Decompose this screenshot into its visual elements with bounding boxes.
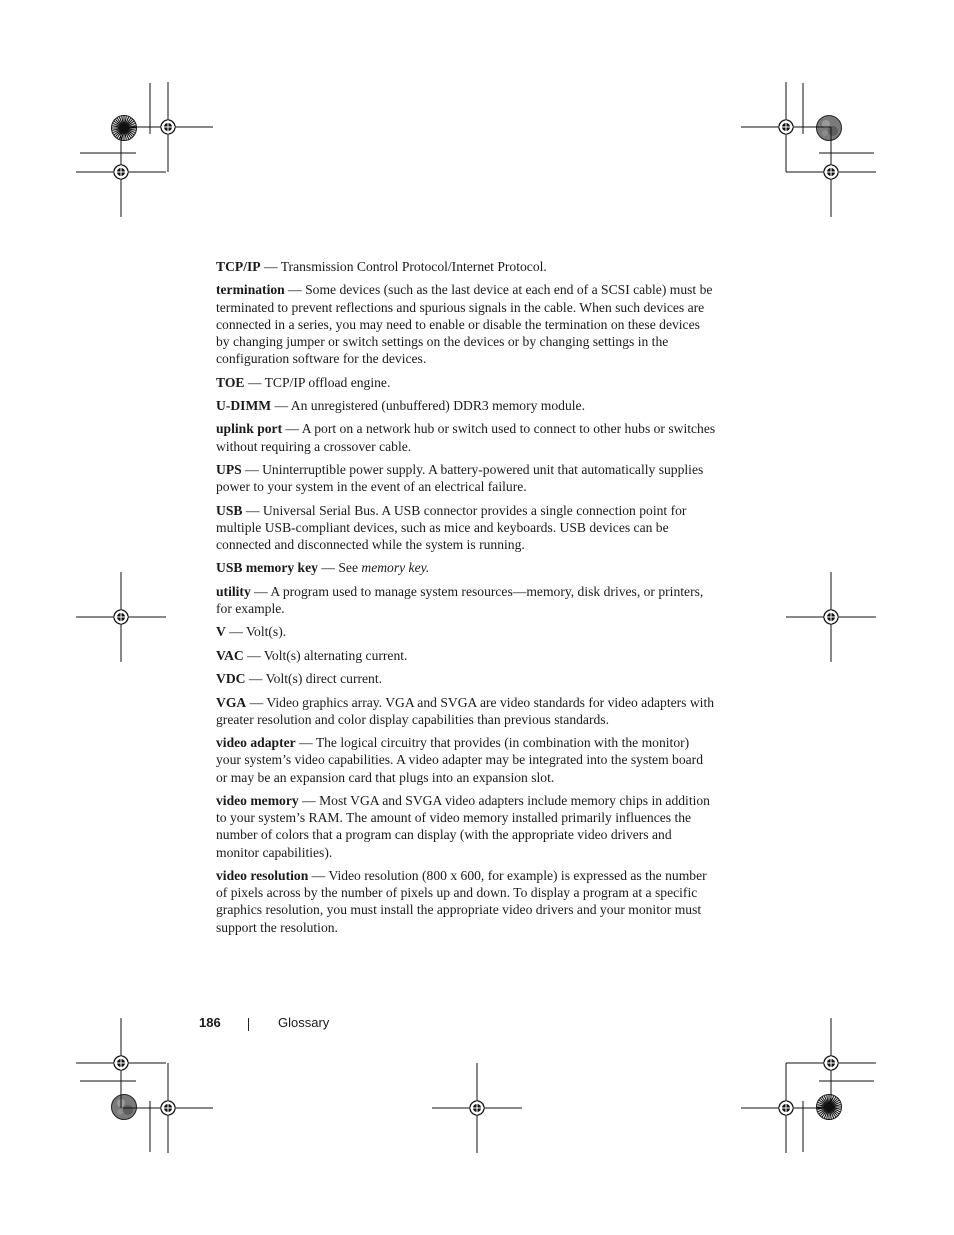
term-separator: — bbox=[282, 421, 302, 437]
glossary-term: U-DIMM bbox=[216, 397, 272, 413]
glossary-entry bbox=[216, 281, 716, 367]
term-separator: — bbox=[242, 502, 263, 518]
glossary-term: TOE bbox=[216, 374, 245, 390]
registration-gray-top-right bbox=[817, 116, 842, 141]
registration-crosshair-bottom-left-1 bbox=[76, 1018, 166, 1108]
registration-crosshair-bottom-center bbox=[432, 1063, 522, 1153]
registration-star-bottom-right bbox=[817, 1095, 842, 1120]
glossary-entry bbox=[216, 258, 716, 275]
trim-line-bottom-right bbox=[803, 1081, 874, 1152]
glossary-definition: A program used to manage system resources—memory, disk drives, or printers, for example. bbox=[216, 583, 704, 616]
registration-crosshair-top-left-1 bbox=[123, 82, 213, 172]
trim-line-top-right bbox=[803, 83, 874, 153]
glossary-term: VGA bbox=[216, 694, 247, 710]
glossary-definition: An unregistered (unbuffered) DDR3 memory module. bbox=[290, 397, 585, 413]
term-separator: — bbox=[250, 583, 271, 599]
page-number: 186 bbox=[199, 1015, 221, 1030]
glossary-definition: Some devices (such as the last device at each end of a SCSI cable) must be terminated to prevent reflections and spurious signals in the cable. When such devices are connected in a series, you may need to enable or disable the termination on these devices by changing jumper or switch settings on the devices or by changing settings in the configuration software for the devices. bbox=[216, 282, 713, 367]
cross-reference-link[interactable]: memory key. bbox=[361, 560, 430, 576]
term-separator: — bbox=[243, 647, 264, 663]
glossary-entry bbox=[216, 420, 716, 454]
registration-crosshair-bottom-left-2 bbox=[123, 1063, 213, 1153]
glossary-definition: Transmission Control Protocol/Internet Protocol. bbox=[280, 259, 547, 274]
glossary-term: utility bbox=[216, 583, 251, 599]
glossary-entry bbox=[216, 670, 716, 687]
term-separator: — bbox=[245, 671, 266, 687]
term-separator: — bbox=[246, 694, 267, 710]
term-separator: — bbox=[244, 374, 265, 390]
glossary-definition: TCP/IP offload engine. bbox=[264, 374, 391, 390]
glossary-definition: The logical circuitry that provides (in combination with the monitor) your system’s video capabilities. A video adapter may be integrated into the system board or may be an expansion card that plugs into an expansion slot. bbox=[216, 735, 703, 785]
glossary-entry bbox=[216, 397, 716, 414]
glossary-term: VDC bbox=[216, 671, 246, 687]
glossary-definition: See bbox=[338, 560, 362, 576]
term-separator: — bbox=[260, 259, 281, 274]
glossary-entry bbox=[216, 461, 716, 495]
glossary-entry bbox=[216, 374, 716, 391]
glossary-definition: Video graphics array. VGA and SVGA are video standards for video adapters with greater resolution and color display capabilities than previous standards. bbox=[216, 694, 715, 727]
registration-crosshair-top-left-2 bbox=[76, 127, 166, 217]
term-separator: — bbox=[241, 461, 263, 477]
glossary-term: video resolution bbox=[216, 867, 309, 883]
trim-line-top-left bbox=[80, 83, 150, 153]
registration-star-top-left bbox=[112, 116, 137, 141]
glossary-term: TCP/IP bbox=[216, 259, 261, 274]
glossary-definition: A port on a network hub or switch used to connect to other hubs or switches without requiring a crossover cable. bbox=[216, 421, 716, 454]
registration-crosshair-top-right-2 bbox=[786, 127, 876, 217]
glossary-entry bbox=[216, 734, 716, 786]
glossary-entry bbox=[216, 647, 716, 664]
trim-line-bottom-left bbox=[80, 1081, 150, 1152]
glossary-term: USB memory key bbox=[216, 560, 318, 576]
glossary-term: UPS bbox=[216, 461, 242, 477]
glossary-definition: Volt(s) direct current. bbox=[265, 671, 382, 687]
glossary-definition: Video resolution (800 x 600, for example) is expressed as the number of pixels across by the number of pixels up and down. To display a program at a specific graphics resolution, you must install the appropriate video drivers and your monitor must support the resolution. bbox=[216, 867, 707, 935]
glossary-term: termination bbox=[216, 282, 285, 298]
glossary-definition: Most VGA and SVGA video adapters include memory chips in addition to your system’s RAM. The amount of video memory installed primarily influences the number of colors that a program can display (with the appropriate video drivers and monitor capabilities). bbox=[216, 792, 710, 860]
registration-crosshair-bottom-right-2 bbox=[741, 1063, 831, 1153]
glossary-term: video memory bbox=[216, 792, 299, 808]
footer-divider bbox=[248, 1018, 249, 1031]
section-title: Glossary bbox=[278, 1015, 330, 1030]
glossary-entry bbox=[216, 694, 716, 728]
registration-crosshair-top-right-1 bbox=[741, 82, 831, 172]
term-separator: — bbox=[308, 867, 329, 883]
term-separator: — bbox=[284, 282, 306, 298]
registration-crosshair-bottom-right-1 bbox=[786, 1018, 876, 1108]
term-separator: — bbox=[317, 560, 339, 576]
glossary-definition: Volt(s). bbox=[245, 624, 287, 640]
glossary-entry bbox=[216, 559, 716, 576]
glossary-term: uplink port bbox=[216, 421, 283, 437]
glossary-entry bbox=[216, 792, 716, 861]
glossary-term: V bbox=[216, 624, 226, 640]
glossary-entries bbox=[216, 258, 716, 942]
glossary-entry bbox=[216, 502, 716, 554]
glossary-definition: Uninterruptible power supply. A battery-powered unit that automatically supplies power to your system in the event of an electrical failure. bbox=[216, 461, 704, 495]
glossary-term: video adapter bbox=[216, 735, 296, 751]
glossary-definition: Volt(s) alternating current. bbox=[263, 647, 408, 663]
registration-crosshair-middle-right bbox=[786, 572, 876, 662]
glossary-entry bbox=[216, 623, 716, 640]
term-separator: — bbox=[271, 397, 291, 413]
term-separator: — bbox=[225, 624, 246, 640]
glossary-term: VAC bbox=[216, 647, 244, 663]
registration-gray-bottom-left bbox=[112, 1095, 137, 1120]
term-separator: — bbox=[298, 792, 320, 808]
registration-crosshair-middle-left bbox=[76, 572, 166, 662]
glossary-entry bbox=[216, 583, 716, 617]
glossary-definition: Universal Serial Bus. A USB connector provides a single connection point for multiple USB-compliant devices, such as mice and keyboards. USB devices can be connected and disconnected while the system is running. bbox=[216, 502, 687, 552]
glossary-term: USB bbox=[216, 502, 243, 518]
glossary-entry bbox=[216, 867, 716, 936]
term-separator: — bbox=[295, 735, 316, 751]
